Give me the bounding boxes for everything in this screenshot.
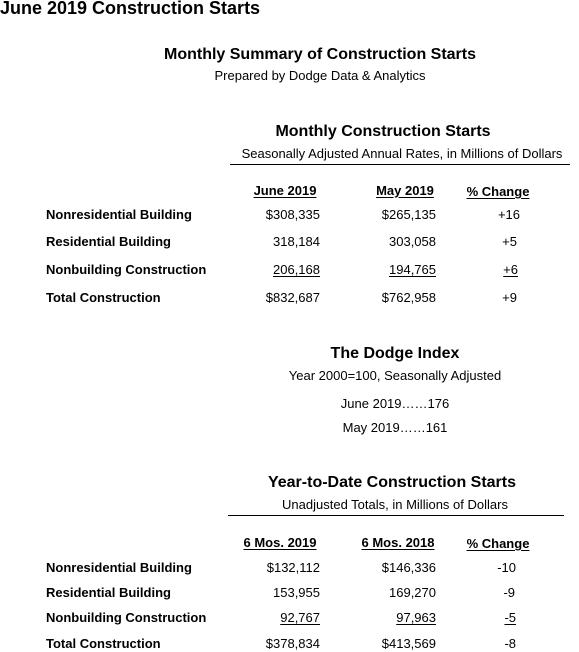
monthly-header-current: June 2019 [253,183,317,198]
row-label: Total Construction [46,290,161,305]
row-label: Total Construction [46,636,161,651]
row-value-change: -8 [504,636,516,651]
dodge-index-subtitle: Year 2000=100, Seasonally Adjusted [288,368,502,383]
page-title: June 2019 Construction Starts [0,0,261,18]
row-value-change: -10 [497,560,516,575]
ytd-header-change: % Change [466,536,530,551]
row-value-prior: $146,336 [381,560,436,575]
row-value-change: +5 [502,234,517,249]
row-value-current: 206,168 [273,262,320,277]
row-label: Residential Building [46,585,171,600]
summary-title: Monthly Summary of Construction Starts [163,46,477,63]
ytd-divider [228,515,564,516]
row-value-current: 153,955 [273,585,320,600]
row-value-prior: $762,958 [381,290,436,305]
dodge-index-line: June 2019……176 [340,396,450,411]
row-value-current: 318,184 [273,234,320,249]
row-label: Nonresidential Building [46,560,192,575]
row-value-current: $378,834 [265,636,320,651]
row-label: Nonbuilding Construction [46,262,207,277]
summary-subtitle: Prepared by Dodge Data & Analytics [214,68,426,83]
row-value-change: -5 [504,610,516,625]
monthly-header-change: % Change [466,184,530,199]
row-value-change: -9 [503,585,515,600]
row-label: Residential Building [46,234,171,249]
row-value-current: $308,335 [265,207,320,222]
monthly-title: Monthly Construction Starts [275,123,491,140]
monthly-header-prior: May 2019 [376,183,434,198]
dodge-index-line: May 2019……161 [342,420,448,435]
row-value-prior: 303,058 [389,234,436,249]
row-value-prior: 97,963 [396,610,436,625]
ytd-header-current: 6 Mos. 2019 [243,535,317,550]
monthly-subtitle: Seasonally Adjusted Annual Rates, in Millions of Dollars [241,146,563,161]
row-label: Nonbuilding Construction [46,610,207,625]
row-value-change: +6 [503,262,518,277]
ytd-title: Year-to-Date Construction Starts [267,474,517,491]
row-value-current: 92,767 [280,610,320,625]
row-value-current: $832,687 [265,290,320,305]
row-value-prior: 194,765 [389,262,436,277]
row-value-prior: $413,569 [381,636,436,651]
dodge-index-title: The Dodge Index [330,345,460,362]
monthly-divider [230,164,570,165]
row-value-change: +9 [502,290,517,305]
row-label: Nonresidential Building [46,207,192,222]
row-value-prior: 169,270 [389,585,436,600]
row-value-current: $132,112 [266,560,320,575]
ytd-header-prior: 6 Mos. 2018 [361,535,435,550]
row-value-prior: $265,135 [381,207,436,222]
ytd-subtitle: Unadjusted Totals, in Millions of Dollars [282,497,508,512]
row-value-change: +16 [497,207,520,222]
